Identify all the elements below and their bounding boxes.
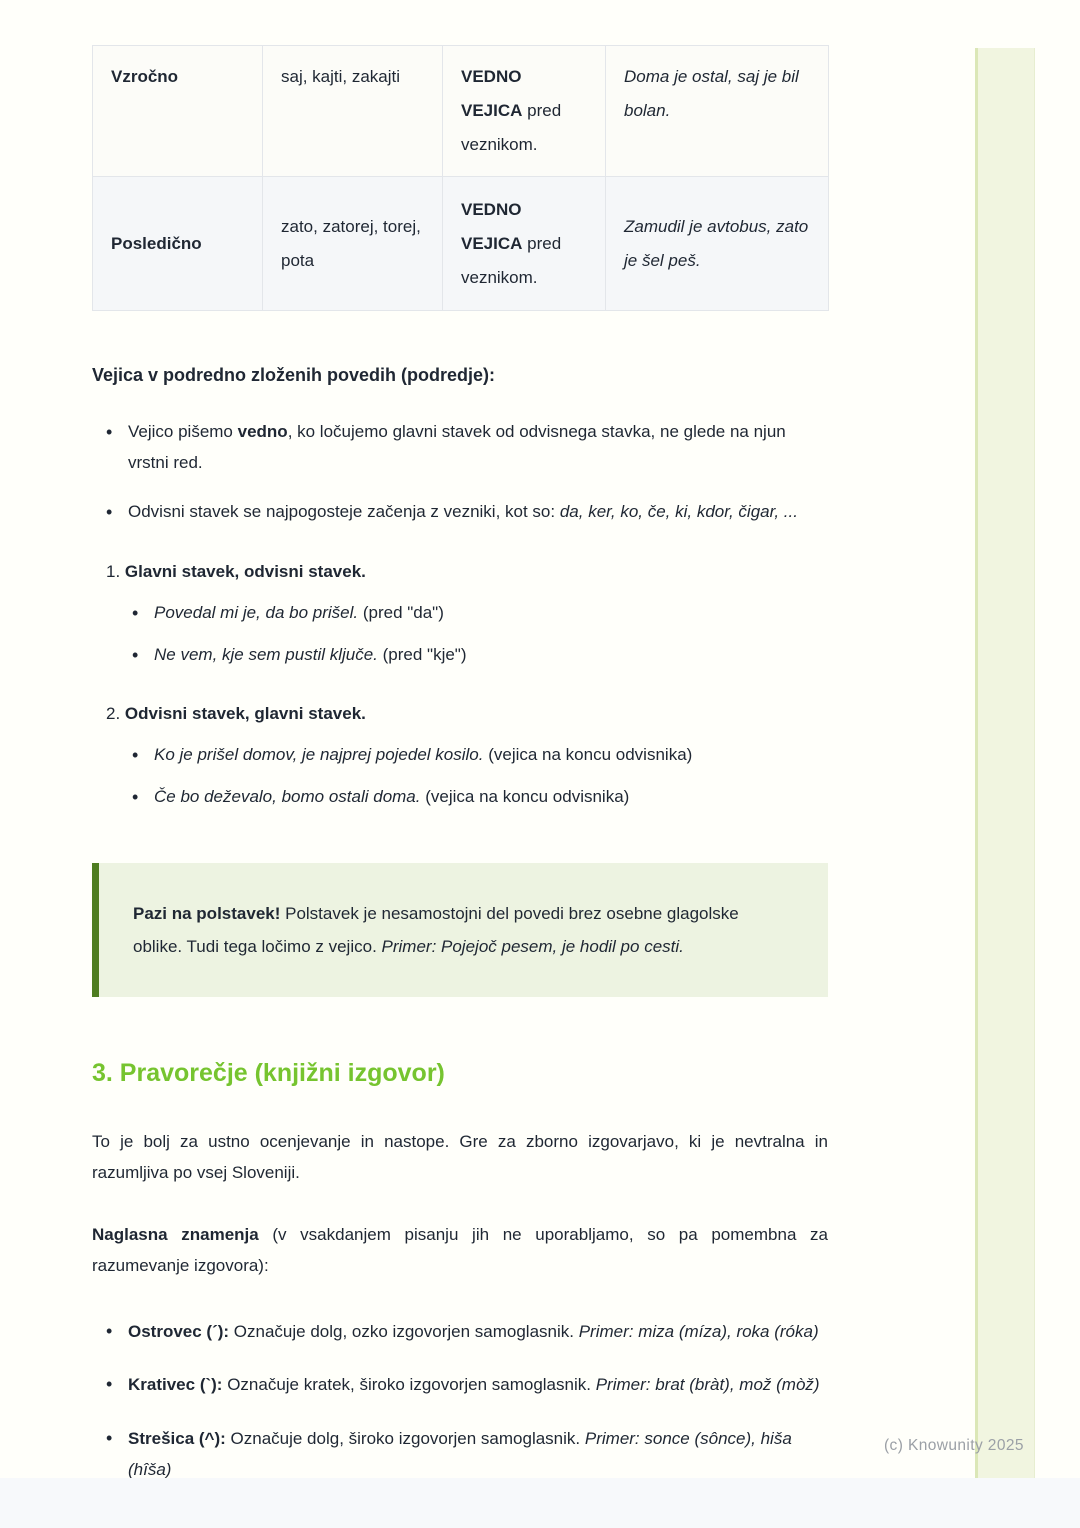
table-cell-example: Doma je ostal, saj je bil bolan. <box>606 46 829 177</box>
example-sentence: Povedal mi je, da bo prišel. <box>154 602 359 622</box>
example-note: (pred "kje") <box>377 645 467 665</box>
example-item <box>132 598 828 629</box>
table-cell-conjunctions: saj, kajti, zakajti <box>263 46 443 177</box>
bullet-item <box>106 417 828 478</box>
accent-description: Označuje dolg, široko izgovorjen samoglasnik. <box>225 1428 585 1448</box>
callout-example-text: Primer: Pojejoč pesem, je hodil po cesti. <box>381 936 684 956</box>
example-item <box>132 740 828 771</box>
bullet-text-post: , ko ločujemo glavni stavek od odvisnega stavka, ne glede na njun vrstni red. <box>128 422 786 472</box>
callout-bold-text: Pazi na polstavek! <box>133 903 281 923</box>
example-item <box>132 782 828 813</box>
table-row-vzrocno <box>93 46 829 177</box>
paragraph-intro: To je bolj za ustno ocenjevanje in nastope. Gre za zborno izgovarjavo, ki je nevtralna in razumljiva po vsej Sloveniji. <box>92 1132 828 1183</box>
accent-item-ostrovec <box>106 1316 828 1347</box>
naglasna-bold-text: Naglasna znamenja <box>92 1224 259 1244</box>
accent-marks-list <box>92 1316 828 1478</box>
ordered-item-title <box>92 557 828 588</box>
ordered-item <box>92 557 828 671</box>
example-item <box>132 640 828 671</box>
callout-polstavek <box>92 863 828 997</box>
table-cell-rule <box>443 46 606 177</box>
accent-item-stresica <box>106 1423 828 1478</box>
table-cell-type: Vzročno <box>93 46 263 177</box>
rule-normal-text: pred veznikom. <box>461 101 562 154</box>
ordered-item-title-text: Odvisni stavek, glavni stavek. <box>124 703 366 723</box>
ordered-item <box>92 699 828 813</box>
bullet-text-bold: vedno <box>237 422 288 442</box>
podredje-ordered-list <box>92 557 828 813</box>
accent-example: Primer: sonce (sônce), hiša (hîša) <box>128 1428 792 1478</box>
naglasna-rest-text: (v vsakdanjem pisanju jih ne uporabljamo, so pa pomembna za razumevanje izgovora): <box>92 1224 829 1276</box>
accent-term: Krativec (`): <box>128 1375 223 1395</box>
heading-pravorecje: 3. Pravorečje (knjižni izgovor) <box>92 1059 445 1088</box>
ordered-item-number: 2. <box>106 703 121 723</box>
bullet-item <box>106 497 828 528</box>
example-note: (vejica na koncu odvisnika) <box>483 744 693 764</box>
accent-item-krativec <box>106 1369 828 1400</box>
example-sentence: Ko je prišel domov, je najprej pojedel kosilo. <box>154 744 484 764</box>
bullet-text-pre: Vejico pišemo <box>128 422 238 442</box>
table-cell-type: Posledično <box>93 177 263 311</box>
section-heading-podredje: Vejica v podredno zloženih povedih (podredje): <box>92 365 496 385</box>
ordered-item-example-list <box>126 598 828 671</box>
example-note: (pred "da") <box>358 602 444 622</box>
paragraph-naglasna <box>92 1219 828 1282</box>
accent-term: Ostrovec (´): <box>128 1321 230 1341</box>
bullet-text-italic: da, ker, ko, če, ki, kdor, čigar, ... <box>559 501 798 521</box>
table-cell-example: Zamudil je avtobus, zato je šel peš. <box>606 177 829 311</box>
conjunction-table <box>92 45 829 311</box>
example-sentence: Ne vem, kje sem pustil ključe. <box>154 645 378 665</box>
example-sentence: Če bo deževalo, bomo ostali doma. <box>154 787 421 807</box>
accent-description: Označuje dolg, ozko izgovorjen samoglasnik. <box>229 1321 579 1341</box>
ordered-item-example-list <box>126 740 828 813</box>
accent-description: Označuje kratek, široko izgovorjen samoglasnik. <box>222 1375 596 1395</box>
rule-bold-text: VEDNO VEJICA <box>461 199 523 253</box>
table-cell-conjunctions: zato, zatorej, torej, pota <box>263 177 443 311</box>
rule-normal-text: pred veznikom. <box>461 233 562 287</box>
podredje-bullet-list <box>92 417 828 527</box>
rule-bold-text: VEDNO VEJICA <box>461 67 523 120</box>
watermark: (c) Knowunity 2025 <box>884 1437 1024 1454</box>
callout-body-text: Polstavek je nesamostojni del povedi brez osebne glagolske oblike. Tudi tega ločimo z vejico. <box>133 903 739 956</box>
ordered-item-title <box>92 699 828 730</box>
table-row-posledicno <box>93 177 829 311</box>
page-accent-bar <box>975 48 1035 1478</box>
ordered-item-title-text: Glavni stavek, odvisni stavek. <box>124 562 366 582</box>
bullet-text-pre: Odvisni stavek se najpogosteje začenja z vezniki, kot so: <box>128 501 560 521</box>
accent-example: Primer: brat (bràt), mož (mòž) <box>595 1375 820 1395</box>
accent-example: Primer: miza (míza), roka (róka) <box>578 1321 819 1341</box>
page-content <box>92 0 828 1478</box>
accent-term: Strešica (^): <box>128 1428 226 1448</box>
example-note: (vejica na koncu odvisnika) <box>420 787 630 807</box>
ordered-item-number: 1. <box>106 562 121 582</box>
table-cell-rule <box>443 177 606 311</box>
